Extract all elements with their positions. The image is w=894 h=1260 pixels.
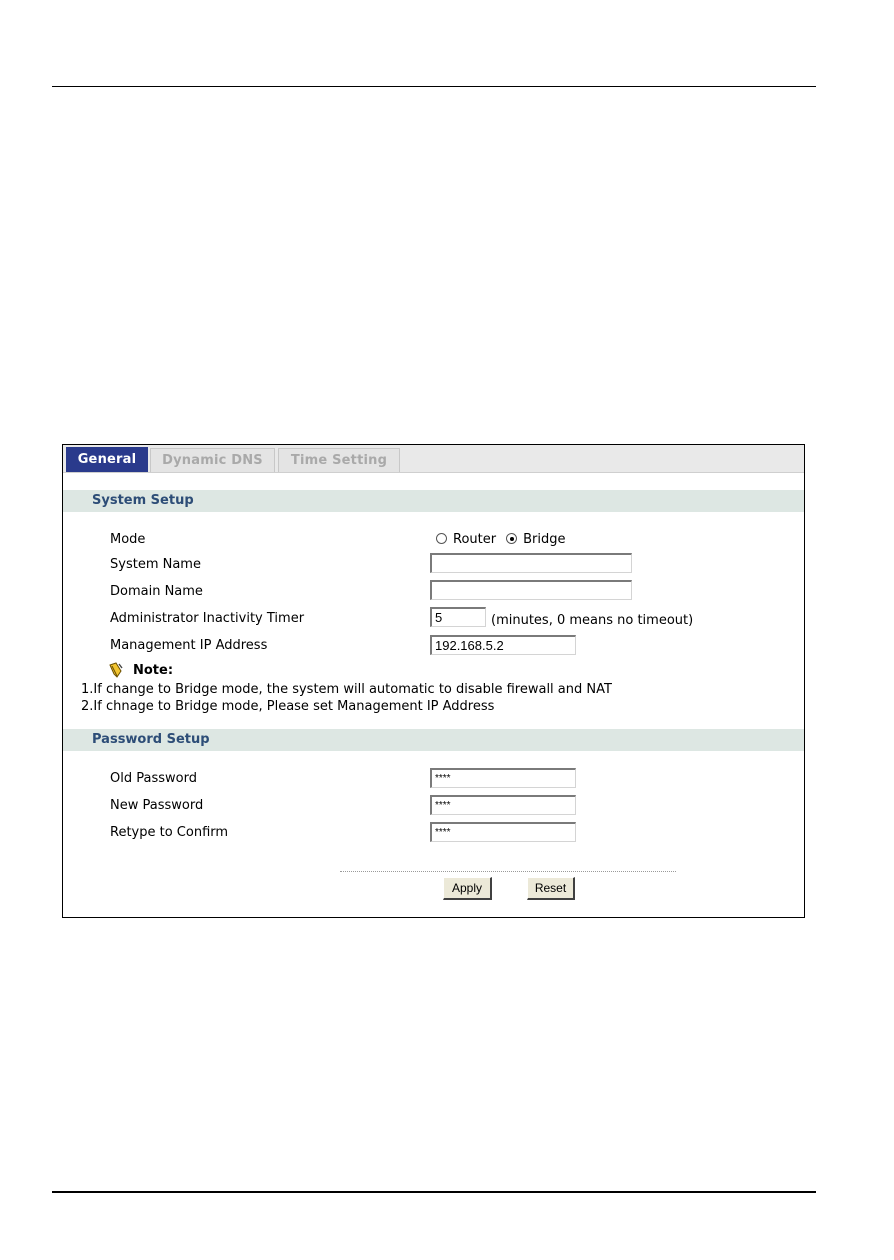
mode-label: Mode	[110, 532, 146, 547]
system-setup-header: System Setup	[63, 490, 804, 512]
admin-timer-label: Administrator Inactivity Timer	[110, 611, 305, 626]
new-password-input[interactable]	[430, 795, 576, 815]
domain-name-label: Domain Name	[110, 584, 203, 599]
admin-timer-hint: (minutes, 0 means no timeout)	[491, 613, 694, 628]
admin-timer-input[interactable]	[430, 607, 486, 627]
apply-button[interactable]: Apply	[443, 877, 492, 900]
mode-router-radio[interactable]	[436, 533, 447, 544]
retype-password-label: Retype to Confirm	[110, 825, 229, 840]
old-password-input[interactable]	[430, 768, 576, 788]
page-header-rule	[52, 86, 816, 87]
system-name-label: System Name	[110, 557, 201, 572]
mode-bridge-label: Bridge	[523, 532, 566, 547]
old-password-label: Old Password	[110, 771, 197, 786]
mode-radio-group	[436, 532, 575, 547]
mgmt-ip-label: Management IP Address	[110, 638, 268, 653]
tab-dynamic-dns[interactable]: Dynamic DNS	[150, 448, 275, 472]
tab-time-setting[interactable]: Time Setting	[278, 448, 400, 472]
password-setup-header: Password Setup	[63, 729, 804, 751]
note-icon	[108, 662, 124, 678]
note-title: Note:	[133, 663, 174, 678]
mode-bridge-radio[interactable]	[506, 533, 517, 544]
reset-button[interactable]: Reset	[527, 877, 575, 900]
mgmt-ip-input[interactable]	[430, 635, 576, 655]
note-line-2: 2.If chnage to Bridge mode, Please set Management IP Address	[81, 699, 495, 714]
new-password-label: New Password	[110, 798, 204, 813]
mode-router-label: Router	[453, 532, 497, 547]
tab-general[interactable]: General	[66, 447, 148, 472]
system-name-input[interactable]	[430, 553, 632, 573]
tab-bar	[63, 445, 804, 473]
retype-password-input[interactable]	[430, 822, 576, 842]
note-line-1: 1.If change to Bridge mode, the system will automatic to disable firewall and NAT	[81, 682, 612, 697]
page-footer-rule	[52, 1191, 816, 1193]
general-settings-panel	[62, 444, 805, 918]
button-divider	[340, 871, 676, 872]
domain-name-input[interactable]	[430, 580, 632, 600]
